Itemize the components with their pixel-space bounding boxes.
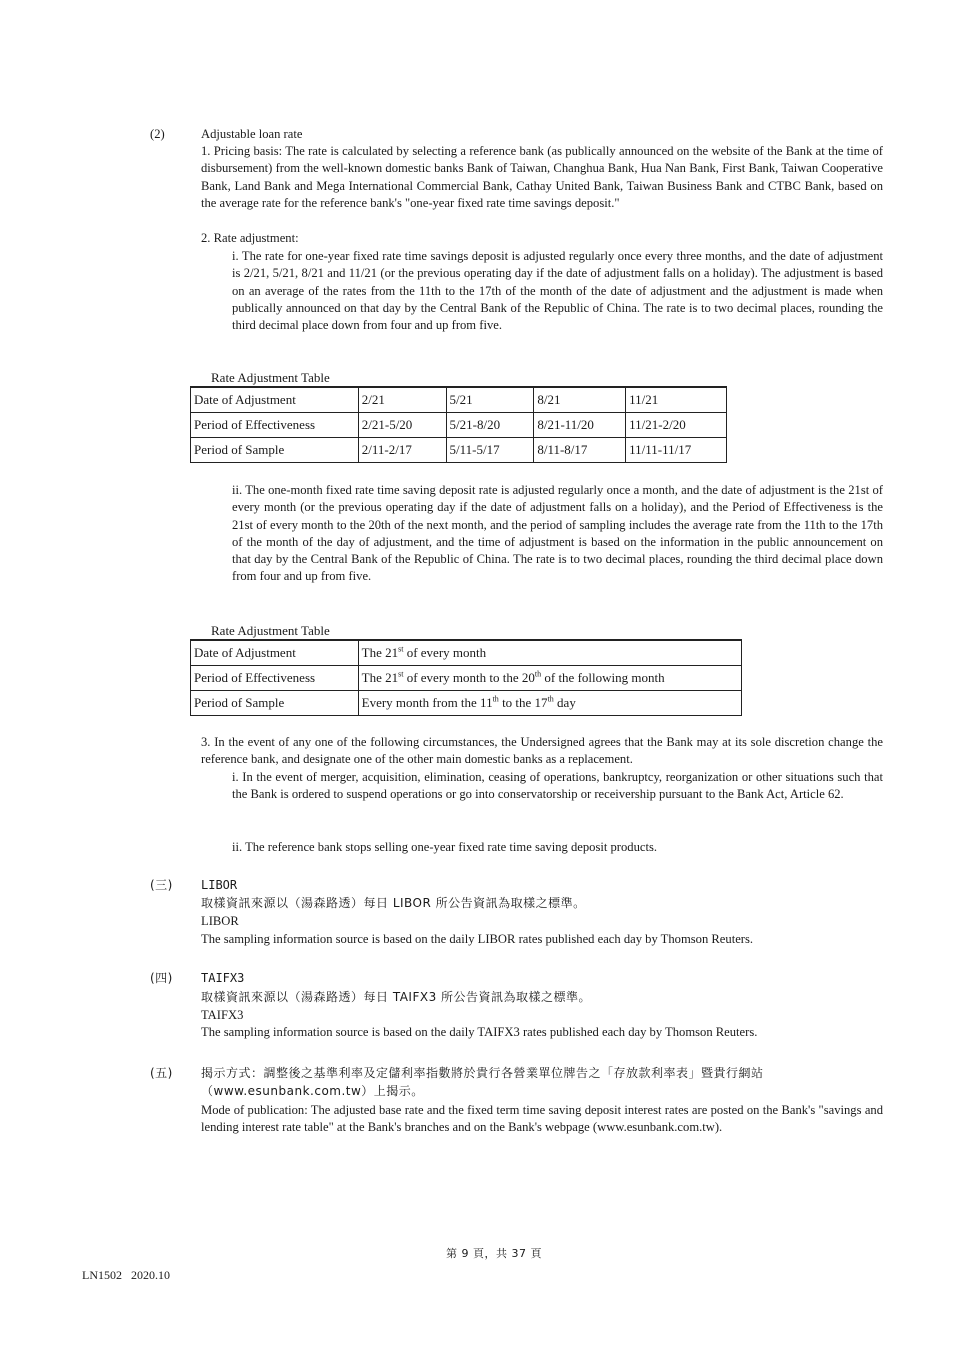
reference-bank-change-paragraph: 3. In the event of any one of the following circumstances, the Undersigned agrees that the Bank may at its sole discretion change the reference bank, and designate one of the other main domestic banks as a replacement.: [201, 735, 883, 767]
table2-row-effectiveness: [191, 666, 742, 691]
table1-row-date: [191, 387, 727, 413]
merger-condition-paragraph: i. In the event of merger, acquisition, elimination, ceasing of operations, bankruptcy, reorganization or other situations such that the Bank is ordered to suspend operations or go into conservatorship or receivership pursuant to the Bank Act, Article 62.: [232, 770, 883, 802]
libor-english-title: LIBOR: [201, 914, 239, 928]
table-cell: 8/11-8/17: [534, 438, 626, 463]
table-cell: Every month from the 11th to the 17th day: [358, 691, 741, 716]
stop-selling-condition-paragraph: ii. The reference bank stops selling one-year fixed rate time saving deposit products.: [232, 840, 658, 854]
table-cell: 8/21-11/20: [534, 413, 626, 438]
table-cell: 11/21: [626, 387, 727, 413]
publication-chinese-line-2: （www.esunbank.com.tw）上揭示。: [201, 1084, 424, 1098]
table2-row-date: [191, 640, 742, 666]
rate-adjustment-table-2: [190, 639, 742, 716]
table-cell: Date of Adjustment: [191, 640, 359, 666]
table1-row-effectiveness: [191, 413, 727, 438]
section-2-title: Adjustable loan rate: [201, 127, 303, 141]
rate-adjustment-table-1: [190, 386, 727, 463]
table-cell: The 21st of every month: [358, 640, 741, 666]
section-2-number: (2): [150, 127, 165, 141]
table1-caption: Rate Adjustment Table: [211, 369, 330, 388]
table-cell: 2/21: [358, 387, 446, 413]
table-cell: Date of Adjustment: [191, 387, 359, 413]
table-cell: Period of Effectiveness: [191, 666, 359, 691]
table2-row-sample: [191, 691, 742, 716]
table-cell: 5/21-8/20: [446, 413, 534, 438]
section-4-title: TAIFX3: [201, 971, 245, 985]
table-cell: 2/11-2/17: [358, 438, 446, 463]
table-cell: Period of Sample: [191, 438, 359, 463]
document-code: LN1502 2020.10: [82, 1268, 170, 1282]
table-cell: 11/11-11/17: [626, 438, 727, 463]
taifx3-chinese-text: 取樣資訊來源以（湯森路透）每日 TAIFX3 所公告資訊為取樣之標準。: [201, 990, 592, 1004]
taifx3-english-text: The sampling information source is based on the daily TAIFX3 rates published each day by Thomson Reuters.: [201, 1025, 758, 1039]
table-cell: 8/21: [534, 387, 626, 413]
table1-row-sample: [191, 438, 727, 463]
pricing-basis-paragraph: 1. Pricing basis: The rate is calculated by selecting a reference bank (as publically announced on the website of the Bank at the time of disbursement) from the well-known domestic banks Bank of Taiwan, Changhua Bank, Hua Nan Bank, First Bank, Taiwan Cooperative Bank, Land Bank and Mega International Commercial Bank, Cathay United Bank, Taiwan Business Bank and CTBC Bank, based on the average rate for the reference bank's "one-year fixed rate time savings deposit.": [201, 144, 883, 210]
page-number: 第 9 頁，共 37 頁: [446, 1247, 542, 1260]
taifx3-english-title: TAIFX3: [201, 1008, 244, 1022]
table-cell: Period of Sample: [191, 691, 359, 716]
one-month-rate-paragraph: ii. The one-month fixed rate time saving deposit rate is adjusted regularly once a month, and the date of adjustment is the 21st of every month (or the previous operating day if the date of adjustment falls on a holiday), and the Period of Effectiveness is the 21st of every month to the 20th of the next month, and the period of sampling includes the average rate from the 11th to the 17th of the month of the day of adjustment, and the time of adjustment is based on the information in the public announcement on that day by the Central Bank of the Republic of China. The rate is to two decimal places, rounding the third decimal place down from four and up from five.: [232, 483, 883, 584]
rate-adjustment-heading: 2. Rate adjustment:: [201, 231, 299, 245]
table-cell: 5/21: [446, 387, 534, 413]
table2-caption: Rate Adjustment Table: [211, 622, 330, 641]
section-3-title: LIBOR: [201, 878, 238, 892]
publication-english-text: Mode of publication: The adjusted base rate and the fixed term time saving deposit interest rates are posted on the Bank's "savings and lending interest rate table" at the Bank's branches and on the Bank's webpage (www.esunbank.com.tw).: [201, 1103, 883, 1135]
section-3-number: (三): [150, 878, 173, 892]
section-5-number: (五): [150, 1066, 173, 1080]
table-cell: 2/21-5/20: [358, 413, 446, 438]
one-year-rate-paragraph: i. The rate for one-year fixed rate time savings deposit is adjusted regularly once every three months, and the date of adjustment is 2/21, 5/21, 8/21 and 11/21 (or the previous operating day if the date of adjustment falls on a holiday). The adjustment is based on an average of the rates from the 11th to the 17th of the month of the date of adjustment and the adjustment is made when publically announced on that day by the Central Bank of the Republic of China. The rate is to two decimal places, rounding the third decimal place down from four and up from five.: [232, 249, 883, 333]
table-cell: 11/21-2/20: [626, 413, 727, 438]
publication-chinese-line-1: 揭示方式：調整後之基準利率及定儲利率指數將於貴行各營業單位牌告之「存放款利率表」暨貴行網站: [201, 1066, 764, 1080]
libor-english-text: The sampling information source is based on the daily LIBOR rates published each day by Thomson Reuters.: [201, 932, 754, 946]
table-cell: Period of Effectiveness: [191, 413, 359, 438]
table-cell: The 21st of every month to the 20th of the following month: [358, 666, 741, 691]
section-4-number: (四): [150, 971, 173, 985]
table-cell: 5/11-5/17: [446, 438, 534, 463]
libor-chinese-text: 取樣資訊來源以（湯森路透）每日 LIBOR 所公告資訊為取樣之標準。: [201, 896, 586, 910]
